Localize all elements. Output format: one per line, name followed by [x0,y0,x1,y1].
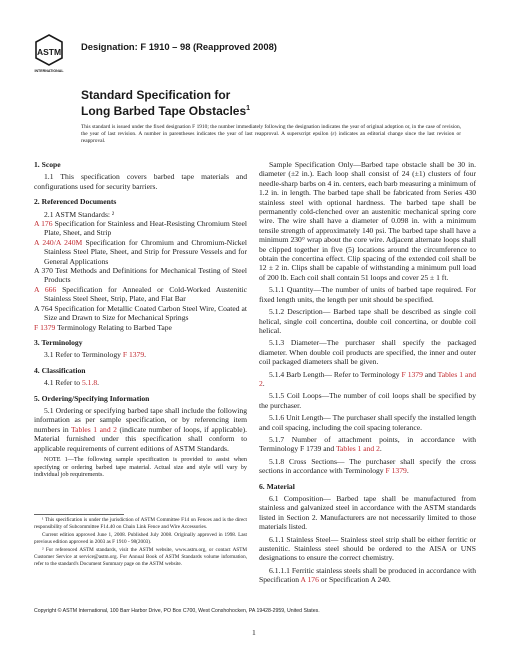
section-1-heading: 1. Scope [34,160,61,169]
copyright: Copyright © ASTM International, 100 Barr Harbor Drive, PO Box C700, West Conshohocken, PA 19428-2959, United States. [34,608,320,614]
section-4-1: 4.1 Refer to 5.1.8. [44,378,100,388]
ref-a666-link[interactable]: A 666 [34,284,57,294]
section-6-1-1: 6.1.1 Stainless Steel— Stainless steel strip shall be either ferritic or austenitic. Stainless steel should be ordered to the AISA or UNS designations to ensure the correct chemistry. [259,534,476,563]
a176-link[interactable]: A 176 [300,575,319,585]
section-3-heading: 3. Terminology [34,337,83,347]
section-4-heading: 4. Classification [34,365,86,375]
section-5-1-5: 5.1.5 Coil Loops—The number of coil loops shall be specified by the purchaser. [259,391,476,410]
svg-text:ASTM: ASTM [36,47,62,57]
ref-a370: A 370 Test Methods and Definitions for Mechanical Testing of Steel Products [34,266,248,285]
issuance-notice: This standard is issued under the fixed designation F 1910; the number immediately following the designation indicates the year of original adoption or, in the case of revision, the year of last revision. A number in parentheses indicates the year of last reapproval. A superscript epsilon (ε) indicates an editorial change since the last revision or reapproval. [81,124,461,144]
section-5-1-7: 5.1.7 Number of attachment points, in accordance with Terminology F 1739 and Tables 1 and 2. [259,434,476,454]
section-5-1-6: 5.1.6 Unit Length— The purchaser shall specify the installed length and coil spacing, including the coil spacing tolerance. [259,413,476,432]
ref-f1379: F 1379 Terminology Relating to Barbed Tape [34,322,172,332]
section-5-heading: 5. Ordering/Specifying Information [34,393,150,403]
section-5-1-3: 5.1.3 Diameter—The purchaser shall specify the packaged diameter. When double coil products are specified, the inner and outer coil packaged diameters shall be given. [259,338,476,367]
section-2-heading: 2. Referenced Documents [34,197,117,207]
ref-a176: A 176 Specification for Stainless and Heat-Resisting Chromium Steel Plate, Sheet, and Strip [34,219,247,238]
left-column [34,160,247,479]
section-6-heading: 6. Material [259,481,295,491]
terminology-link[interactable]: F 1379 [122,350,145,360]
svg-text:INTERNATIONAL: INTERNATIONAL [34,69,64,73]
section-5-1-2: 5.1.2 Description— Barbed tape shall be described as single coil helical, single coil concertina, double coil concertina, or double coil helical. [259,307,476,335]
title-line-2: Long Barbed Tape Obstacles$^1$ [81,104,251,118]
section-6-1-1-1: 6.1.1.1 Ferritic stainless steels shall be produced in accordance with Specification A 176 or Specification A 240. [259,565,476,585]
section-1-1: 1.1 This specification covers barbed tape materials and configurations used for security barriers. [34,172,247,191]
ref-a240: A 240/A 240M Specification for Chromium and Chromium-Nickel Stainless Steel Plate, Sheet, and Strip for Pressure Vessels and for General Applications [34,237,247,266]
section-5-1-4: 5.1.4 Barb Length— Refer to Terminology F 1379 and Tables 1 and 2. [259,369,476,388]
section-3-1: 3.1 Refer to Terminology F 1379. [44,350,147,360]
sample-specification: Sample Specification Only—Barbed tape obstacle shall be 30 in. diameter (±2 in.). Each loop shall consist of 24 (±1) clusters of four needle-sharp barbs on 4 in. centers, each barb measuring a minimum of 1.2 in. in length. The barbed tape shall be fabricated from Series 430 stainless steel with optional hardness. The barbed tape shall be permanently cold-clenched over an austenitic mechanical spring core wire. The wire shall have a diameter of 0.098 in. with a minimum tensile strength of approximately 140 psi. The barbed tape shall have a minimum 230° wrap about the core wire. Adjacent alternate loops shall be clipped together in five (5) locations around the circumference to obtain the concertina effect. Clip spacing of the extended coil shall be 12 ± 2 in. Clips shall be capable of withstanding a minimum pull load of 200 lb. Each coil shall contain 51 loops and cover 25 ± 1 ft. [259,160,476,282]
note-1: NOTE 1—The following sample specification is provided to assist when specifying or ordering barbed tape material. Actual size and style will vary by individual job requirements. [34,455,247,479]
section-2-1: 2.1 ASTM Standards: ² [44,209,115,219]
footnote-1: ¹ This specification is under the jurisdiction of ASTM Committee F14 on Fences and is the direct responsibility of Subcommittee F14.40 on Chain Link Fence and Wire Accessories. [34,517,247,530]
section-6-1: 6.1 Composition— Barbed tape shall be manufactured from stainless and galvanized steel in accordance with the ASTM standards listed in Section 2. Manufacturers are not necessarily limited to those materials listed. [259,494,476,532]
section-5-1-8: 5.1.8 Cross Sections— The purchaser shall specify the cross sections in accordance with Terminology F 1379. [259,456,476,476]
ref-a240-link[interactable]: A 240/A 240M [34,237,83,247]
footnote-2: ² For referenced ASTM standards, visit the ASTM website, www.astm.org, or contact ASTM Customer Service at service@astm.org. For Annual Book of ASTM Standards volume information, refer to the standard's Document Summary page on the ASTM website. [34,547,247,567]
ref-a764: A 764 Specification for Metallic Coated Carbon Steel Wire, Coated at Size and Drawn to Size for Mechanical Springs [34,303,247,323]
title-line-1: Standard Specification for [81,88,231,102]
footnote-edition: Current edition approved June 1, 2008. Published July 2008. Originally approved in 1998. Last previous edition approved in 2003 as F 1910 - 98(2003). [34,532,247,545]
ref-a666: A 666 Specification for Annealed or Cold-Worked Austenitic Stainless Steel Sheet, Strip, Plate, and Flat Bar [34,284,247,304]
tables-link[interactable]: Tables 1 and 2 [335,444,380,454]
section-5-1: 5.1 Ordering or specifying barbed tape shall include the following information as per sample specification, or by referencing item numbers in Tables 1 and 2 (indicate number of loops, if applicable). Material furnished under this specification shall conform to applicable requirements of current editions of ASTM Standards. [34,405,247,453]
title-footnote-mark: 1 [246,105,251,112]
tables-link[interactable]: Tables 1 and 2 [71,424,117,434]
footnotes [34,517,247,569]
tables-link[interactable]: Tables 1 and 2 [259,369,476,388]
document-title [81,88,250,118]
section-5-1-1: 5.1.1 Quantity—The number of units of barbed tape required. For fixed length units, the length per unit should be specified. [259,285,476,304]
f1379-link[interactable]: F 1379 [385,466,407,476]
ref-f1379-link[interactable]: F 1379 [34,322,56,332]
ref-a176-link[interactable]: A 176 [34,219,53,229]
f1379-link[interactable]: F 1379 [401,369,423,379]
page-number: 1 [252,628,256,637]
section-5-1-8-link[interactable]: 5.1.8 [81,378,98,388]
astm-logo [34,34,64,74]
footnote-divider [34,514,124,515]
right-column [259,160,476,585]
designation: Designation: F 1910 – 98 (Reapproved 2008) [81,41,277,52]
